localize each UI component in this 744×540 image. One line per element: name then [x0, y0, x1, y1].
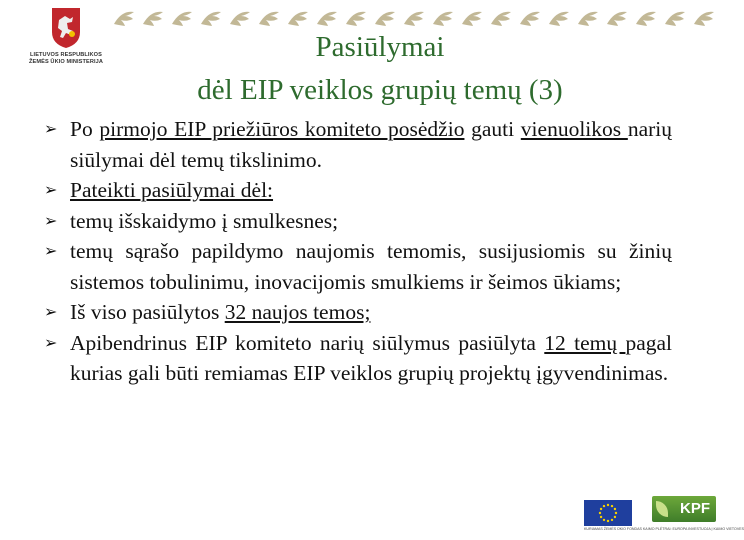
underlined-text: vienuolikos [520, 117, 628, 141]
eu-star-icon [600, 516, 602, 518]
wheat-ear-icon [694, 12, 714, 26]
wheat-ear-icon [520, 12, 540, 26]
eu-kpf-logo [584, 496, 744, 538]
arrow-bullet-icon: ➢ [44, 332, 58, 352]
ministry-name [20, 52, 112, 66]
eu-star-icon [607, 520, 609, 522]
eu-star-icon [603, 505, 605, 507]
eu-star-icon [603, 519, 605, 521]
eu-flag-icon [584, 500, 632, 526]
arrow-bullet-icon: ➢ [44, 241, 58, 260]
bullet-item [44, 236, 672, 297]
wheat-ear-icon [201, 12, 221, 26]
bullet-text: pagal kurias gali būti remiamas EIP veiklos grupių projektų įgyvendinimas. [70, 330, 672, 385]
eu-star-icon [614, 516, 616, 518]
wheat-ear-icon [114, 12, 134, 26]
kpf-label: KPF [680, 500, 710, 517]
wheat-ear-icon [172, 12, 192, 26]
arrow-bullet-icon: ➢ [44, 210, 58, 230]
bullet-text: Iš viso pasiūlytos [70, 300, 225, 324]
wheat-ear-icon [578, 12, 598, 26]
ministry-name-line2: ŽEMĖS ŪKIO MINISTERIJA [29, 59, 103, 65]
eu-star-icon [611, 505, 613, 507]
wheat-border-decoration [108, 6, 720, 28]
wheat-ear-icon [607, 12, 627, 26]
ministry-logo [20, 6, 112, 76]
leaf-icon [656, 501, 668, 517]
eu-star-icon [614, 508, 616, 510]
underlined-text: 32 naujos temos; [224, 300, 371, 324]
underlined-text: Pateikti pasiūlymai dėl: [70, 178, 274, 202]
bullet-text: temų išskaidymo į smulkesnes; [70, 208, 339, 233]
arrow-bullet-icon: ➢ [44, 119, 58, 138]
wheat-ear-icon [317, 12, 337, 26]
title-line-2: dėl EIP veiklos grupių temų (3) [197, 74, 563, 106]
coat-of-arms-icon [50, 6, 82, 50]
eu-star-icon [611, 519, 613, 521]
eu-star-icon [599, 512, 601, 514]
wheat-ear-icon [143, 12, 163, 26]
kpf-badge [652, 496, 716, 522]
bullet-text: temų sąrašo papildymo naujomis temomis, susijusiomis su žinių sistemos tobulinimu, inovacijomis smulkiems ir šeimos ūkiams; [70, 239, 672, 294]
title-line-1: Pasiūlymai [315, 31, 445, 63]
wheat-ear-icon [433, 12, 453, 26]
bullet-item [44, 175, 672, 206]
wheat-ear-icon [491, 12, 511, 26]
arrow-bullet-icon: ➢ [44, 180, 58, 199]
eu-caption: KURIAMAS ŽEMĖS ŪKIO FONDAS KAIMO PLĖTRAI: EUROPA INVESTUOJA Į KAIMO VIETOVES [584, 527, 744, 531]
wheat-ear-icon [375, 12, 395, 26]
wheat-ear-icon [346, 12, 366, 26]
ministry-name-line1: LIETUVOS RESPUBLIKOS [30, 52, 102, 58]
bullet-list [44, 114, 672, 389]
slide-title [100, 26, 660, 112]
wheat-ear-icon [288, 12, 308, 26]
bullet-text: gauti [464, 117, 521, 141]
underlined-text: 12 temų [544, 330, 626, 355]
bullet-item [44, 297, 672, 328]
wheat-ear-icon [665, 12, 685, 26]
wheat-ear-icon [259, 12, 279, 26]
eu-star-icon [615, 512, 617, 514]
eu-star-icon [607, 504, 609, 506]
underlined-text: pirmojo EIP priežiūros komiteto posėdžio [99, 117, 465, 141]
wheat-ear-icon [462, 12, 482, 26]
wheat-ear-icon [404, 12, 424, 26]
arrow-bullet-icon: ➢ [44, 302, 58, 321]
eu-star-icon [600, 508, 602, 510]
wheat-ear-icon [549, 12, 569, 26]
wheat-ear-icon [230, 12, 250, 26]
bullet-item [44, 328, 672, 389]
bullet-text: narių siūlymai dėl temų tikslinimo. [70, 117, 672, 172]
bullet-text: Po [70, 117, 100, 141]
wheat-ear-icon [636, 12, 656, 26]
bullet-text: Apibendrinus EIP komiteto narių siūlymus pasiūlyta [70, 330, 545, 355]
bullet-item [44, 114, 672, 175]
bullet-item [44, 206, 672, 237]
